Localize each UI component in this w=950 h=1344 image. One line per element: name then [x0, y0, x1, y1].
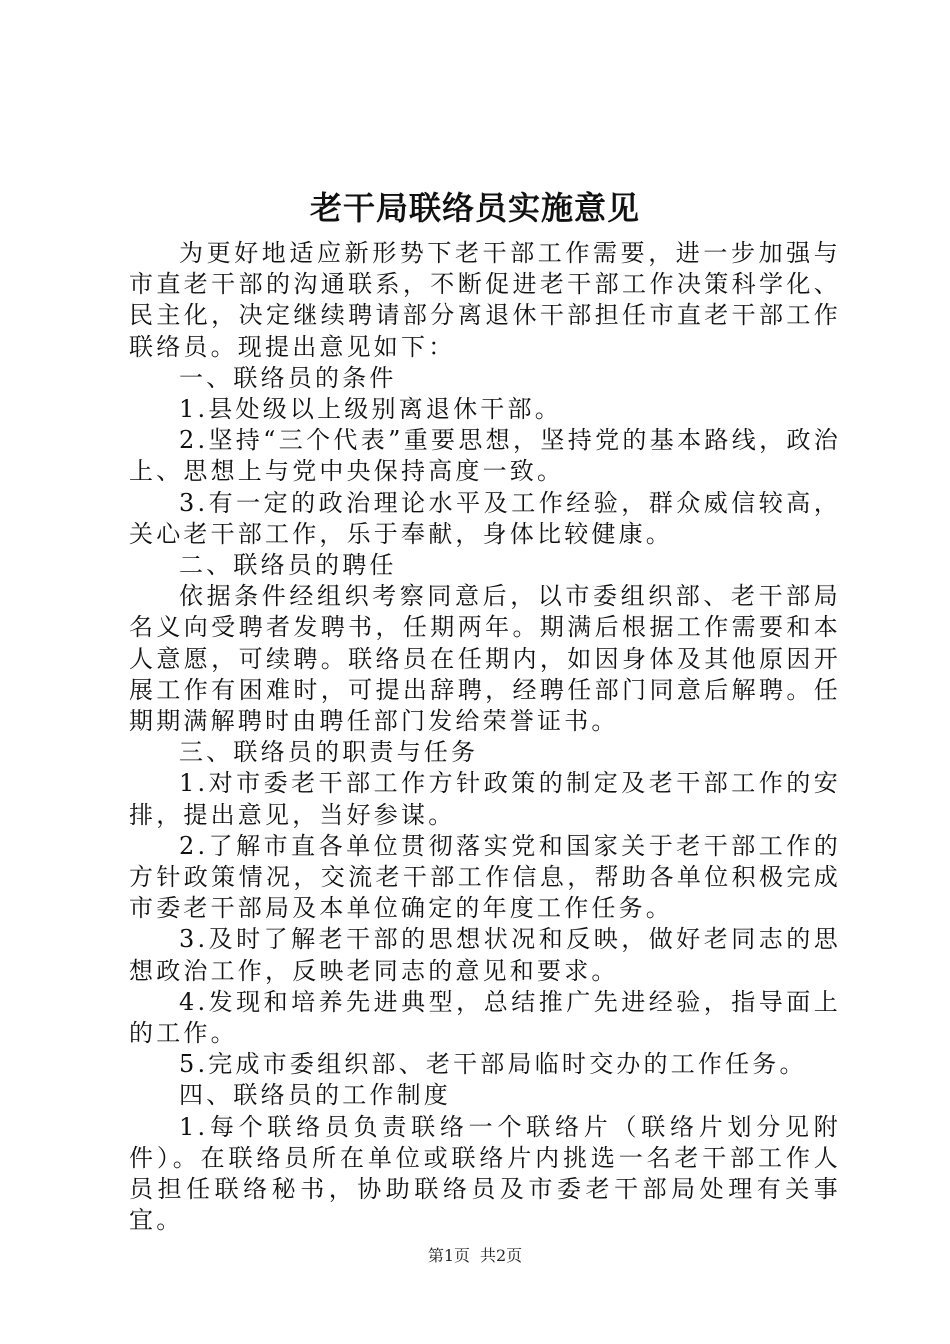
section-heading-duties: 三、联络员的职责与任务 [179, 738, 479, 767]
section-heading-appointment: 二、联络员的聘任 [179, 551, 397, 580]
appointment-paragraph: 依据条件经组织考察同意后，以市委组织部、老干部局名义向受聘者发聘书，任期两年。期满后根据工作需要和本人意愿，可续聘。联络员在任期内，如因身体及其他原因开展工作有困难时，可提出辞聘，经聘任部门同意后解聘。任期期满解聘时由聘任部门发给荣誉证书。 [129, 582, 841, 736]
section-heading-conditions: 一、联络员的条件 [179, 363, 397, 392]
work-system-item-1: 1.每个联络员负责联络一个联络片（联络片划分见附件）。在联络员所在单位或联络片内挑选一名老干部工作人员担任联络秘书，协助联络员及市委老干部局处理有关事宜。 [129, 1112, 841, 1235]
section-heading-work-system: 四、联络员的工作制度 [179, 1081, 451, 1110]
page-footer [0, 1245, 950, 1267]
page-number-current: 第1页 [427, 1246, 470, 1265]
duties-item-4: 4.发现和培养先进典型，总结推广先进经验，指导面上的工作。 [129, 987, 841, 1048]
document-title: 老干局联络员实施意见 [309, 189, 640, 227]
duties-item-1: 1.对市委老干部工作方针政策的制定及老干部工作的安排，提出意见，当好参谋。 [129, 769, 841, 829]
conditions-item-3: 3.有一定的政治理论水平及工作经验，群众威信较高，关心老干部工作，乐于奉献，身体比较健康。 [129, 488, 841, 548]
conditions-item-2: 2.坚持“三个代表”重要思想，坚持党的基本路线，政治上、思想上与党中央保持高度一致。 [129, 426, 841, 486]
intro-paragraph: 为更好地适应新形势下老干部工作需要，进一步加强与市直老干部的沟通联系，不断促进老干部工作决策科学化、民主化，决定继续聘请部分离退休干部担任市直老干部工作联络员。现提出意见如下： [129, 239, 841, 361]
duties-item-2: 2.了解市直各单位贯彻落实党和国家关于老干部工作的方针政策情况，交流老干部工作信息，帮助各单位积极完成市委老干部局及本单位确定的年度工作任务。 [129, 831, 841, 923]
document-body [129, 238, 841, 1237]
duties-item-5: 5.完成市委组织部、老干部局临时交办的工作任务。 [179, 1050, 807, 1079]
conditions-item-1: 1.县处级以上级别离退休干部。 [179, 395, 562, 424]
duties-item-3: 3.及时了解老干部的思想状况和反映，做好老同志的思想政治工作，反映老同志的意见和要求。 [129, 925, 841, 985]
page-number-total: 共2页 [480, 1246, 523, 1265]
